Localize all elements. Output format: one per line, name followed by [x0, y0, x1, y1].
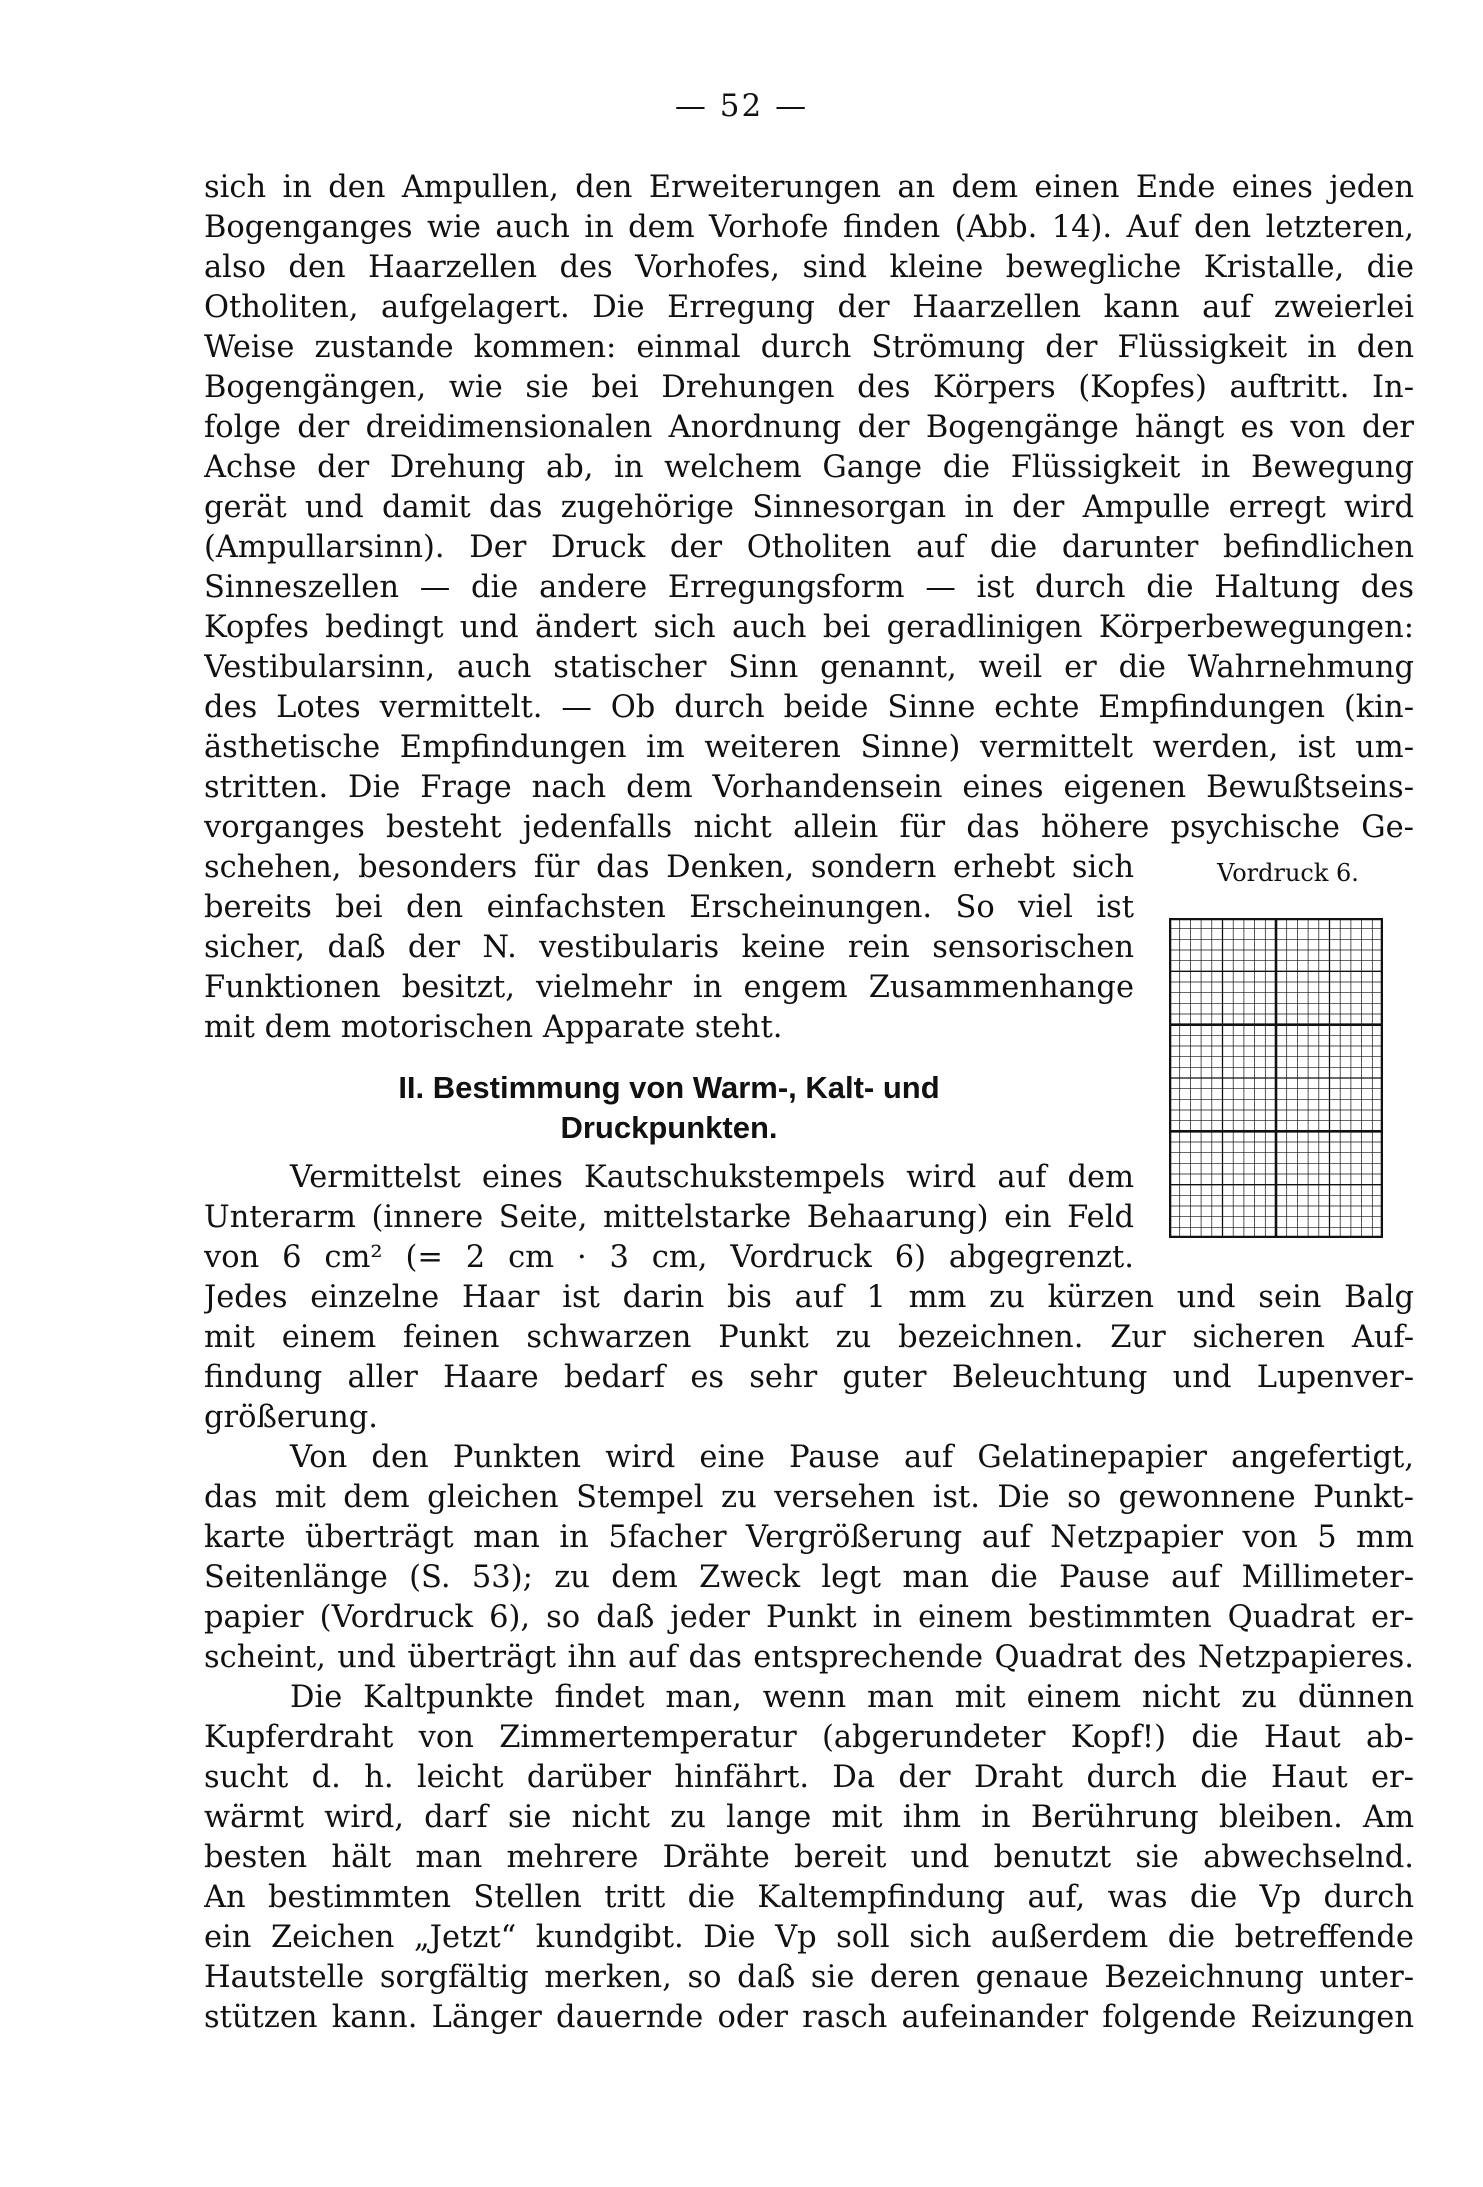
body-text-line: des Lotes vermittelt. — Ob durch beide Sinne echte Empfindungen (kin- — [204, 690, 1414, 725]
body-text-line: schehen, besonders für das Denken, sondern erhebt sich — [204, 850, 1134, 885]
body-text-line: folge der dreidimensionalen Anordnung der Bogengänge hängt es von der — [204, 410, 1414, 445]
body-text-line: also den Haarzellen des Vorhofes, sind kleine bewegliche Kristalle, die — [204, 250, 1414, 285]
grid-lines — [1169, 918, 1383, 1238]
body-text-line: Vermittelst eines Kautschukstempels wird auf dem — [290, 1160, 1134, 1195]
body-text-line: Unterarm (innere Seite, mittelstarke Behaarung) ein Feld — [204, 1200, 1134, 1235]
body-text-line: Weise zustande kommen: einmal durch Strömung der Flüssigkeit in den — [204, 330, 1414, 365]
body-text-line: (Ampullarsinn). Der Druck der Otholiten auf die darunter befindlichen — [204, 530, 1414, 565]
body-text-line: sich in den Ampullen, den Erweiterungen an dem einen Ende eines jeden — [204, 170, 1414, 205]
body-text-line: besten hält man mehrere Drähte bereit und benutzt sie abwechselnd. — [204, 1840, 1414, 1875]
body-text-line: Von den Punkten wird eine Pause auf Gelatinepapier angefertigt, — [290, 1440, 1414, 1475]
body-text-line: papier (Vordruck 6), so daß jeder Punkt in einem bestimmten Quadrat er- — [204, 1600, 1414, 1635]
body-text-line: Jedes einzelne Haar ist darin bis auf 1 mm zu kürzen und sein Balg — [204, 1280, 1414, 1315]
body-text-line: ästhetische Empfindungen im weiteren Sinne) vermittelt werden, ist um- — [204, 730, 1414, 765]
figure-caption: Vordruck 6. — [1217, 859, 1359, 887]
section-heading: II. Bestimmung von Warm-, Kalt- und — [398, 1070, 940, 1105]
section-heading: Druckpunkten. — [560, 1110, 778, 1145]
body-text-line: An bestimmten Stellen tritt die Kaltempfindung auf, was die Vp durch — [204, 1880, 1414, 1915]
body-text-line: Funktionen besitzt, vielmehr in engem Zusammenhange — [204, 970, 1134, 1005]
body-text-line: findung aller Haare bedarf es sehr guter Beleuchtung und Lupenver- — [204, 1360, 1414, 1395]
body-text-line: Die Kaltpunkte findet man, wenn man mit einem nicht zu dünnen — [290, 1680, 1414, 1715]
body-text-line: das mit dem gleichen Stempel zu versehen ist. Die so gewonnene Punkt- — [204, 1480, 1414, 1515]
body-text-line: Kupferdraht von Zimmertemperatur (abgerundeter Kopf!) die Haut ab- — [204, 1720, 1414, 1755]
body-text-line: Kopfes bedingt und ändert sich auch bei geradlinigen Körperbewegungen: — [204, 610, 1414, 645]
body-text-line: gerät und damit das zugehörige Sinnesorgan in der Ampulle erregt wird — [204, 490, 1414, 525]
body-text-line: karte überträgt man in 5facher Vergrößerung auf Netzpapier von 5 mm — [204, 1520, 1414, 1555]
body-text-line: Bogengängen, wie sie bei Drehungen des Körpers (Kopfes) auftritt. In- — [204, 370, 1414, 405]
body-text-line: Achse der Drehung ab, in welchem Gange die Flüssigkeit in Bewegung — [204, 450, 1414, 485]
page-number: — 52 — — [674, 88, 809, 124]
body-text-line: sicher, daß der N. vestibularis keine rein sensorischen — [204, 930, 1134, 965]
body-text-line: Sinneszellen — die andere Erregungsform — ist durch die Haltung des — [204, 570, 1414, 605]
body-text-line: mit einem feinen schwarzen Punkt zu bezeichnen. Zur sicheren Auf- — [204, 1320, 1414, 1355]
body-text-line: stritten. Die Frage nach dem Vorhandensein eines eigenen Bewußtseins- — [204, 770, 1414, 805]
body-text-line: vorganges besteht jedenfalls nicht allein für das höhere psychische Ge- — [204, 810, 1414, 845]
body-text-line: Vestibularsinn, auch statischer Sinn genannt, weil er die Wahrnehmung — [204, 650, 1414, 685]
body-text-line: bereits bei den einfachsten Erscheinungen. So viel ist — [204, 890, 1134, 925]
body-text-line: größerung. — [204, 1400, 378, 1435]
body-text-line: ein Zeichen „Jetzt“ kundgibt. Die Vp soll sich außerdem die betreffende — [204, 1920, 1414, 1955]
body-text-line: Hautstelle sorgfältig merken, so daß sie deren genaue Bezeichnung unter- — [204, 1960, 1414, 1995]
body-text-line: mit dem motorischen Apparate steht. — [204, 1010, 783, 1045]
body-text-line: Bogenganges wie auch in dem Vorhofe finden (Abb. 14). Auf den letzteren, — [204, 210, 1414, 245]
body-text-line: stützen kann. Länger dauernde oder rasch aufeinander folgende Reizungen — [204, 2000, 1414, 2035]
body-text-line: Seitenlänge (S. 53); zu dem Zweck legt man die Pause auf Millimeter- — [204, 1560, 1414, 1595]
body-text-line: wärmt wird, darf sie nicht zu lange mit ihm in Berührung bleiben. Am — [204, 1800, 1414, 1835]
body-text-line: scheint, und überträgt ihn auf das entsprechende Quadrat des Netzpapieres. — [204, 1640, 1414, 1675]
body-text-line: sucht d. h. leicht darüber hinfährt. Da der Draht durch die Haut er- — [204, 1760, 1414, 1795]
body-text-line: Otholiten, aufgelagert. Die Erregung der Haarzellen kann auf zweierlei — [204, 290, 1414, 325]
millimeter-grid-figure — [1169, 918, 1383, 1238]
body-text-line: von 6 cm² (= 2 cm · 3 cm, Vordruck 6) abgegrenzt. — [204, 1240, 1134, 1275]
